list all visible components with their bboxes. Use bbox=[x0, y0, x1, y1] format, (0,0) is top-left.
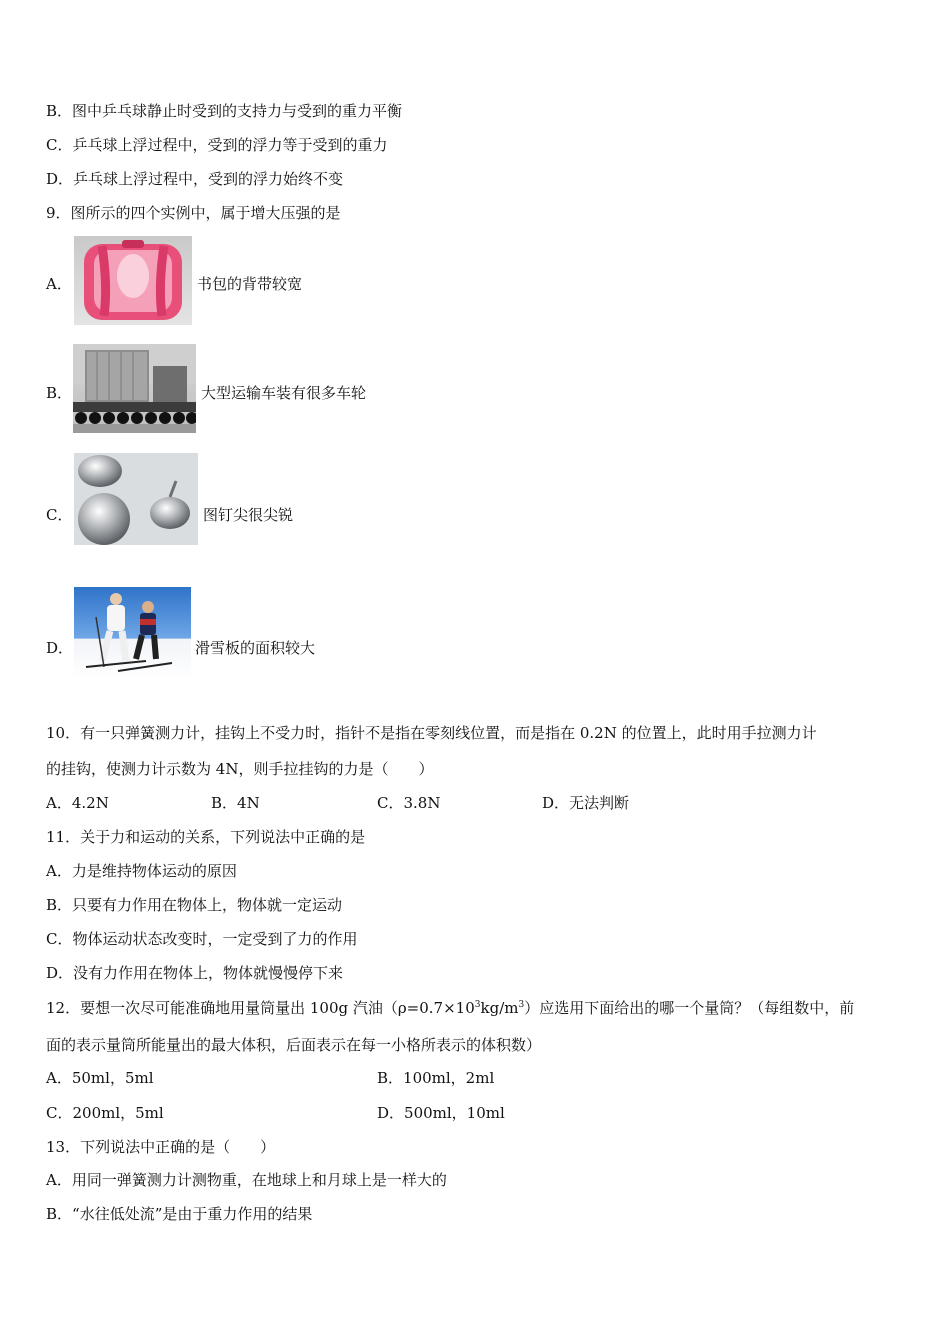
q9-option-a-text: 书包的背带较宽 bbox=[197, 275, 303, 293]
q12-superscript: 3 bbox=[474, 1000, 481, 1010]
q11-option-b: B．只要有力作用在物体上，物体就一定运动 bbox=[46, 896, 343, 914]
q9-option-c-text: 图钉尖很尖锐 bbox=[203, 506, 294, 524]
q9-stem: 9．图所示的四个实例中，属于增大压强的是 bbox=[46, 204, 341, 222]
q13-option-a: A．用同一弹簧测力计测物重，在地球上和月球上是一样大的 bbox=[46, 1171, 447, 1189]
q12-stem-part-b: kg/m bbox=[480, 999, 519, 1017]
skiers-image bbox=[74, 587, 191, 680]
q9-option-d-letter: D． bbox=[46, 639, 74, 657]
q13-option-b: B．“水往低处流”是由于重力作用的结果 bbox=[46, 1205, 313, 1223]
q11-option-c: C．物体运动状态改变时，一定受到了力的作用 bbox=[46, 930, 358, 948]
q10-stem-line1: 10．有一只弹簧测力计，挂钩上不受力时，指针不是指在零刻线位置，而是指在 0.2N 的位置上，此时用手拉测力计 bbox=[46, 724, 817, 742]
q9-option-a-letter: A． bbox=[46, 275, 72, 293]
q9-option-c-letter: C． bbox=[46, 506, 73, 524]
q12-stem-part-c: ）应选用下面给出的哪一个量筒？（每组数中，前 bbox=[524, 999, 855, 1017]
backpack-image bbox=[74, 236, 192, 325]
q9-option-d-text: 滑雪板的面积较大 bbox=[195, 639, 316, 657]
q12-stem-line2: 面的表示量筒所能量出的最大体积，后面表示在每一小格所表示的体积数） bbox=[46, 1036, 542, 1054]
q10-option-a: A．4.2N bbox=[46, 794, 109, 812]
q9-option-b-text: 大型运输车装有很多车轮 bbox=[201, 384, 367, 402]
q12-stem-part-a: 12．要想一次尽可能准确地用量筒量出 100g 汽油（ρ=0.7×10 bbox=[46, 999, 475, 1017]
q12-superscript-2: 3 bbox=[518, 1000, 525, 1010]
q12-option-a: A．50ml，5ml bbox=[46, 1069, 154, 1087]
q13-stem: 13．下列说法中正确的是（ ） bbox=[46, 1138, 276, 1156]
q12-option-c: C．200ml，5ml bbox=[46, 1104, 164, 1122]
q8-option-b: B．图中乒乓球静止时受到的支持力与受到的重力平衡 bbox=[46, 102, 403, 120]
q12-stem-line1 bbox=[46, 998, 854, 1018]
q10-stem-line2: 的挂钩，使测力计示数为 4N，则手拉挂钩的力是（ ） bbox=[46, 760, 434, 778]
q10-option-b: B．4N bbox=[211, 794, 260, 812]
transport-truck-image bbox=[73, 344, 196, 433]
q12-option-d: D．500ml，10ml bbox=[377, 1104, 505, 1122]
q9-option-b-letter: B． bbox=[46, 384, 73, 402]
q12-option-b: B．100ml，2ml bbox=[377, 1069, 495, 1087]
q11-stem: 11．关于力和运动的关系，下列说法中正确的是 bbox=[46, 828, 366, 846]
q8-option-c: C．乒乓球上浮过程中，受到的浮力等于受到的重力 bbox=[46, 136, 388, 154]
q8-option-d: D．乒乓球上浮过程中，受到的浮力始终不变 bbox=[46, 170, 344, 188]
thumbtacks-image bbox=[74, 453, 198, 545]
q10-option-d: D．无法判断 bbox=[542, 794, 630, 812]
q10-option-c: C．3.8N bbox=[377, 794, 441, 812]
q11-option-d: D．没有力作用在物体上，物体就慢慢停下来 bbox=[46, 964, 344, 982]
q11-option-a: A．力是维持物体运动的原因 bbox=[46, 862, 237, 880]
